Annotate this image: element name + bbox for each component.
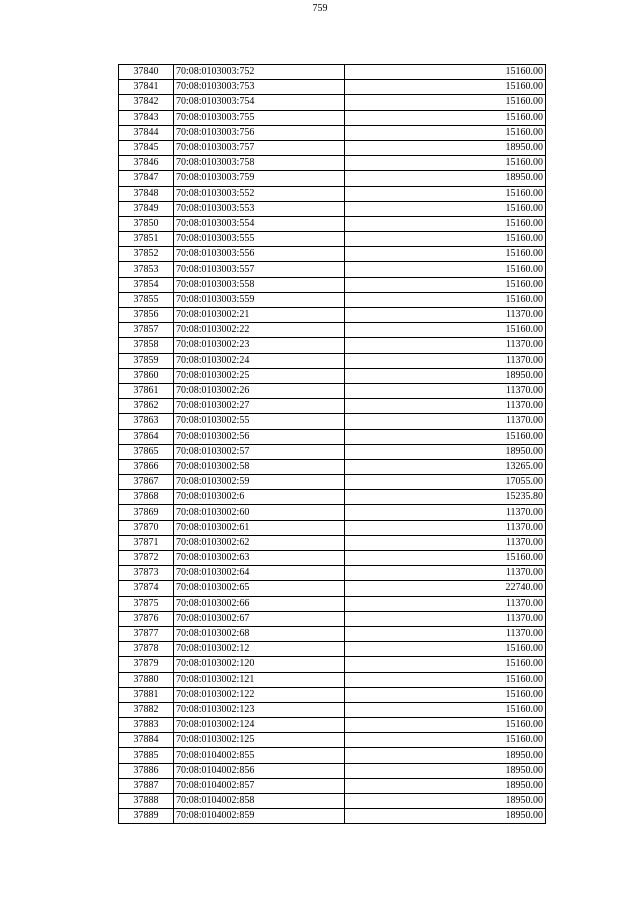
table-row bbox=[119, 718, 546, 733]
row-number-cell: 37858 bbox=[119, 338, 174, 353]
row-number-cell: 37847 bbox=[119, 171, 174, 186]
row-number-cell: 37872 bbox=[119, 551, 174, 566]
table-row bbox=[119, 733, 546, 748]
cadastral-number-cell: 70:08:0103003:559 bbox=[174, 292, 345, 307]
row-number-cell: 37857 bbox=[119, 323, 174, 338]
row-number-cell: 37845 bbox=[119, 140, 174, 155]
value-cell: 15160.00 bbox=[345, 156, 546, 171]
row-number-cell: 37861 bbox=[119, 383, 174, 398]
row-number-cell: 37888 bbox=[119, 794, 174, 809]
cadastral-number-cell: 70:08:0103003:553 bbox=[174, 201, 345, 216]
value-cell: 15160.00 bbox=[345, 292, 546, 307]
row-number-cell: 37843 bbox=[119, 110, 174, 125]
row-number-cell: 37840 bbox=[119, 65, 174, 80]
value-cell: 11370.00 bbox=[345, 353, 546, 368]
value-cell: 15160.00 bbox=[345, 247, 546, 262]
row-number-cell: 37882 bbox=[119, 702, 174, 717]
row-number-cell: 37887 bbox=[119, 778, 174, 793]
table-row bbox=[119, 687, 546, 702]
row-number-cell: 37856 bbox=[119, 308, 174, 323]
table-row bbox=[119, 262, 546, 277]
value-cell: 15160.00 bbox=[345, 186, 546, 201]
table-row bbox=[119, 201, 546, 216]
value-cell: 15160.00 bbox=[345, 657, 546, 672]
table-row bbox=[119, 429, 546, 444]
row-number-cell: 37850 bbox=[119, 216, 174, 231]
row-number-cell: 37846 bbox=[119, 156, 174, 171]
value-cell: 18950.00 bbox=[345, 171, 546, 186]
table-row bbox=[119, 459, 546, 474]
row-number-cell: 37873 bbox=[119, 566, 174, 581]
cadastral-number-cell: 70:08:0103002:22 bbox=[174, 323, 345, 338]
value-cell: 15160.00 bbox=[345, 277, 546, 292]
value-cell: 18950.00 bbox=[345, 778, 546, 793]
table-row bbox=[119, 323, 546, 338]
table-row bbox=[119, 95, 546, 110]
table-row bbox=[119, 794, 546, 809]
value-cell: 11370.00 bbox=[345, 338, 546, 353]
row-number-cell: 37874 bbox=[119, 581, 174, 596]
table-row bbox=[119, 292, 546, 307]
table-row bbox=[119, 353, 546, 368]
registry-table bbox=[118, 64, 546, 824]
value-cell: 15160.00 bbox=[345, 262, 546, 277]
table-row bbox=[119, 748, 546, 763]
table-row bbox=[119, 383, 546, 398]
value-cell: 15160.00 bbox=[345, 642, 546, 657]
value-cell: 11370.00 bbox=[345, 399, 546, 414]
table-row bbox=[119, 642, 546, 657]
table-row bbox=[119, 368, 546, 383]
table-row bbox=[119, 475, 546, 490]
cadastral-number-cell: 70:08:0103002:120 bbox=[174, 657, 345, 672]
table-row bbox=[119, 626, 546, 641]
cadastral-number-cell: 70:08:0103003:554 bbox=[174, 216, 345, 231]
row-number-cell: 37866 bbox=[119, 459, 174, 474]
value-cell: 15160.00 bbox=[345, 216, 546, 231]
row-number-cell: 37889 bbox=[119, 809, 174, 824]
cadastral-number-cell: 70:08:0104002:855 bbox=[174, 748, 345, 763]
table-row bbox=[119, 277, 546, 292]
cadastral-number-cell: 70:08:0103003:552 bbox=[174, 186, 345, 201]
row-number-cell: 37878 bbox=[119, 642, 174, 657]
cadastral-number-cell: 70:08:0103003:757 bbox=[174, 140, 345, 155]
row-number-cell: 37876 bbox=[119, 611, 174, 626]
table-row bbox=[119, 702, 546, 717]
cadastral-number-cell: 70:08:0103003:558 bbox=[174, 277, 345, 292]
cadastral-number-cell: 70:08:0103002:6 bbox=[174, 490, 345, 505]
row-number-cell: 37841 bbox=[119, 80, 174, 95]
row-number-cell: 37883 bbox=[119, 718, 174, 733]
value-cell: 18950.00 bbox=[345, 444, 546, 459]
table-row bbox=[119, 308, 546, 323]
value-cell: 15160.00 bbox=[345, 110, 546, 125]
cadastral-number-cell: 70:08:0103002:59 bbox=[174, 475, 345, 490]
cadastral-number-cell: 70:08:0103002:63 bbox=[174, 551, 345, 566]
value-cell: 17055.00 bbox=[345, 475, 546, 490]
row-number-cell: 37851 bbox=[119, 232, 174, 247]
registry-table-body bbox=[119, 65, 546, 824]
cadastral-number-cell: 70:08:0104002:858 bbox=[174, 794, 345, 809]
table-row bbox=[119, 566, 546, 581]
row-number-cell: 37863 bbox=[119, 414, 174, 429]
value-cell: 18950.00 bbox=[345, 763, 546, 778]
cadastral-number-cell: 70:08:0103002:55 bbox=[174, 414, 345, 429]
value-cell: 15160.00 bbox=[345, 80, 546, 95]
value-cell: 15160.00 bbox=[345, 551, 546, 566]
table-row bbox=[119, 338, 546, 353]
cadastral-number-cell: 70:08:0103003:754 bbox=[174, 95, 345, 110]
cadastral-number-cell: 70:08:0103002:61 bbox=[174, 520, 345, 535]
table-row bbox=[119, 65, 546, 80]
cadastral-number-cell: 70:08:0103003:555 bbox=[174, 232, 345, 247]
table-row bbox=[119, 186, 546, 201]
row-number-cell: 37862 bbox=[119, 399, 174, 414]
page-number: 759 bbox=[312, 3, 328, 14]
value-cell: 15160.00 bbox=[345, 232, 546, 247]
cadastral-number-cell: 70:08:0104002:857 bbox=[174, 778, 345, 793]
value-cell: 15160.00 bbox=[345, 702, 546, 717]
cadastral-number-cell: 70:08:0103002:68 bbox=[174, 626, 345, 641]
cadastral-number-cell: 70:08:0103002:125 bbox=[174, 733, 345, 748]
cadastral-number-cell: 70:08:0103003:556 bbox=[174, 247, 345, 262]
row-number-cell: 37864 bbox=[119, 429, 174, 444]
cadastral-number-cell: 70:08:0103002:26 bbox=[174, 383, 345, 398]
cadastral-number-cell: 70:08:0103002:122 bbox=[174, 687, 345, 702]
cadastral-number-cell: 70:08:0103002:21 bbox=[174, 308, 345, 323]
table-row bbox=[119, 125, 546, 140]
cadastral-number-cell: 70:08:0103002:23 bbox=[174, 338, 345, 353]
table-row bbox=[119, 672, 546, 687]
row-number-cell: 37875 bbox=[119, 596, 174, 611]
table-row bbox=[119, 156, 546, 171]
cadastral-number-cell: 70:08:0103002:123 bbox=[174, 702, 345, 717]
row-number-cell: 37879 bbox=[119, 657, 174, 672]
value-cell: 15160.00 bbox=[345, 323, 546, 338]
row-number-cell: 37877 bbox=[119, 626, 174, 641]
value-cell: 11370.00 bbox=[345, 505, 546, 520]
table-row bbox=[119, 414, 546, 429]
cadastral-number-cell: 70:08:0103002:66 bbox=[174, 596, 345, 611]
value-cell: 18950.00 bbox=[345, 794, 546, 809]
value-cell: 11370.00 bbox=[345, 611, 546, 626]
value-cell: 11370.00 bbox=[345, 535, 546, 550]
cadastral-number-cell: 70:08:0103003:752 bbox=[174, 65, 345, 80]
cadastral-number-cell: 70:08:0103003:758 bbox=[174, 156, 345, 171]
value-cell: 11370.00 bbox=[345, 566, 546, 581]
table-row bbox=[119, 216, 546, 231]
cadastral-number-cell: 70:08:0103002:56 bbox=[174, 429, 345, 444]
cadastral-number-cell: 70:08:0104002:856 bbox=[174, 763, 345, 778]
row-number-cell: 37853 bbox=[119, 262, 174, 277]
row-number-cell: 37855 bbox=[119, 292, 174, 307]
value-cell: 18950.00 bbox=[345, 809, 546, 824]
table-row bbox=[119, 520, 546, 535]
value-cell: 18950.00 bbox=[345, 368, 546, 383]
cadastral-number-cell: 70:08:0103002:24 bbox=[174, 353, 345, 368]
value-cell: 22740.00 bbox=[345, 581, 546, 596]
table-row bbox=[119, 110, 546, 125]
row-number-cell: 37848 bbox=[119, 186, 174, 201]
row-number-cell: 37871 bbox=[119, 535, 174, 550]
value-cell: 11370.00 bbox=[345, 626, 546, 641]
cadastral-number-cell: 70:08:0103002:121 bbox=[174, 672, 345, 687]
value-cell: 13265.00 bbox=[345, 459, 546, 474]
cadastral-number-cell: 70:08:0103002:60 bbox=[174, 505, 345, 520]
value-cell: 15160.00 bbox=[345, 95, 546, 110]
table-row bbox=[119, 140, 546, 155]
table-row bbox=[119, 657, 546, 672]
row-number-cell: 37849 bbox=[119, 201, 174, 216]
value-cell: 15160.00 bbox=[345, 687, 546, 702]
row-number-cell: 37865 bbox=[119, 444, 174, 459]
cadastral-number-cell: 70:08:0103003:755 bbox=[174, 110, 345, 125]
row-number-cell: 37854 bbox=[119, 277, 174, 292]
cadastral-number-cell: 70:08:0103002:58 bbox=[174, 459, 345, 474]
row-number-cell: 37842 bbox=[119, 95, 174, 110]
table-row bbox=[119, 581, 546, 596]
table-row bbox=[119, 535, 546, 550]
table-row bbox=[119, 611, 546, 626]
cadastral-number-cell: 70:08:0103002:62 bbox=[174, 535, 345, 550]
cadastral-number-cell: 70:08:0103002:57 bbox=[174, 444, 345, 459]
value-cell: 15160.00 bbox=[345, 718, 546, 733]
cadastral-number-cell: 70:08:0103002:65 bbox=[174, 581, 345, 596]
table-row bbox=[119, 505, 546, 520]
row-number-cell: 37886 bbox=[119, 763, 174, 778]
row-number-cell: 37844 bbox=[119, 125, 174, 140]
cadastral-number-cell: 70:08:0104002:859 bbox=[174, 809, 345, 824]
cadastral-number-cell: 70:08:0103002:67 bbox=[174, 611, 345, 626]
cadastral-number-cell: 70:08:0103003:759 bbox=[174, 171, 345, 186]
cadastral-number-cell: 70:08:0103002:25 bbox=[174, 368, 345, 383]
value-cell: 15160.00 bbox=[345, 65, 546, 80]
cadastral-number-cell: 70:08:0103002:64 bbox=[174, 566, 345, 581]
row-number-cell: 37880 bbox=[119, 672, 174, 687]
table-row bbox=[119, 551, 546, 566]
value-cell: 11370.00 bbox=[345, 308, 546, 323]
cadastral-number-cell: 70:08:0103002:124 bbox=[174, 718, 345, 733]
row-number-cell: 37867 bbox=[119, 475, 174, 490]
cadastral-number-cell: 70:08:0103002:12 bbox=[174, 642, 345, 657]
value-cell: 18950.00 bbox=[345, 748, 546, 763]
cadastral-number-cell: 70:08:0103003:557 bbox=[174, 262, 345, 277]
row-number-cell: 37868 bbox=[119, 490, 174, 505]
value-cell: 11370.00 bbox=[345, 414, 546, 429]
row-number-cell: 37852 bbox=[119, 247, 174, 262]
value-cell: 11370.00 bbox=[345, 596, 546, 611]
table-row bbox=[119, 171, 546, 186]
value-cell: 15160.00 bbox=[345, 733, 546, 748]
value-cell: 11370.00 bbox=[345, 383, 546, 398]
table-row bbox=[119, 399, 546, 414]
row-number-cell: 37870 bbox=[119, 520, 174, 535]
table-row bbox=[119, 596, 546, 611]
cadastral-number-cell: 70:08:0103002:27 bbox=[174, 399, 345, 414]
value-cell: 11370.00 bbox=[345, 520, 546, 535]
row-number-cell: 37859 bbox=[119, 353, 174, 368]
table-row bbox=[119, 247, 546, 262]
value-cell: 15160.00 bbox=[345, 429, 546, 444]
table-row bbox=[119, 763, 546, 778]
table-row bbox=[119, 80, 546, 95]
cadastral-number-cell: 70:08:0103003:753 bbox=[174, 80, 345, 95]
row-number-cell: 37881 bbox=[119, 687, 174, 702]
table-row bbox=[119, 232, 546, 247]
table-row bbox=[119, 444, 546, 459]
value-cell: 15160.00 bbox=[345, 201, 546, 216]
value-cell: 18950.00 bbox=[345, 140, 546, 155]
row-number-cell: 37869 bbox=[119, 505, 174, 520]
table-row bbox=[119, 490, 546, 505]
value-cell: 15160.00 bbox=[345, 125, 546, 140]
table-row bbox=[119, 809, 546, 824]
row-number-cell: 37885 bbox=[119, 748, 174, 763]
row-number-cell: 37860 bbox=[119, 368, 174, 383]
table-row bbox=[119, 778, 546, 793]
row-number-cell: 37884 bbox=[119, 733, 174, 748]
value-cell: 15235.80 bbox=[345, 490, 546, 505]
cadastral-number-cell: 70:08:0103003:756 bbox=[174, 125, 345, 140]
value-cell: 15160.00 bbox=[345, 672, 546, 687]
